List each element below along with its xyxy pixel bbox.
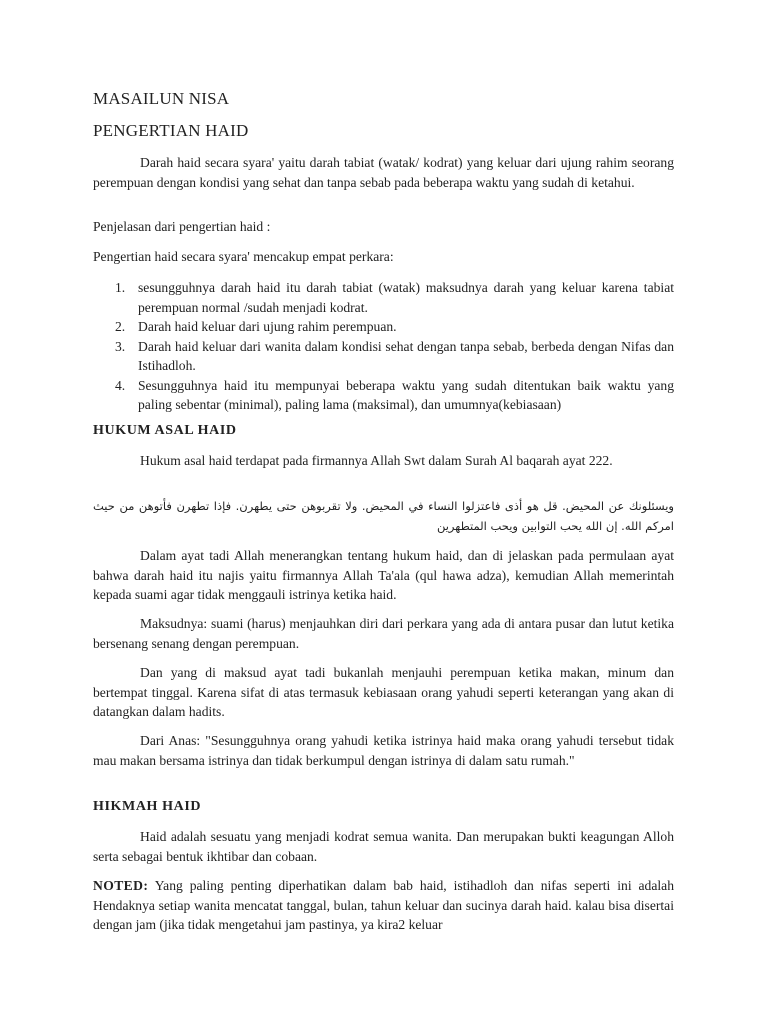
list-item <box>93 337 674 376</box>
list-item <box>93 376 674 415</box>
list-item-text: Sesungguhnya haid itu mempunyai beberapa waktu yang sudah ditentukan baik waktu yang paling sebentar (minimal), paling lama (maksimal), dan umumnya(kebiasaan) <box>138 377 674 412</box>
list-item-text: Darah haid keluar dari ujung rahim perempuan. <box>138 319 397 334</box>
paragraph-ayat-explanation: Dalam ayat tadi Allah menerangkan tentang hukum haid, dan di jelaskan pada permulaan ayat bahwa darah haid itu najis yaitu firmannya Allah Ta'ala (qul hawa adza), kemudian Allah memerintah kepada suami agar tidak menggauli istrinya ketika haid. <box>93 548 674 602</box>
paragraph-hikmah: Haid adalah sesuatu yang menjadi kodrat semua wanita. Dan merupakan bukti keagungan Alloh serta sebagai bentuk ikhtibar dan cobaan. <box>93 829 674 864</box>
paragraph-maksudnya: Maksudnya: suami (harus) menjauhkan diri dari perkara yang ada di antara pusar dan lutut ketika bersenang senang dengan perempuan. <box>93 616 674 651</box>
paragraph-explanation-intro: Penjelasan dari pengertian haid : <box>93 219 271 234</box>
noted-label: NOTED: <box>93 878 149 893</box>
numbered-list <box>93 278 674 415</box>
arabic-verse: ويسئلونك عن المحيض. قل هو أذى فاعتزلوا النساء في المحيض. ولا تقربوهن حتى يطهرن. فإذا تطهرن فأتوهن من حيث امركم الله. إن الله يحب التوابين ويحب المتطهرين <box>93 499 674 533</box>
paragraph-hukum: Hukum asal haid terdapat pada firmannya Allah Swt dalam Surah Al baqarah ayat 222. <box>140 453 613 468</box>
paragraph-definition: Darah haid secara syara' yaitu darah tabiat (watak/ kodrat) yang keluar dari ujung rahim seorang perempuan dengan kondisi yang sehat dan tanpa sebab pada beberapa waktu yang sudah di ketahui. <box>93 155 674 190</box>
section-title-hukum: HUKUM ASAL HAID <box>93 423 237 438</box>
paragraph-hadits-anas: Dari Anas: "Sesungguhnya orang yahudi ketika istrinya haid maka orang yahudi tersebut tidak mau makan bersama istrinya dan tidak berkumpul dengan istrinya di dalam satu rumah." <box>93 733 674 768</box>
paragraph-four-matters: Pengertian haid secara syara' mencakup empat perkara: <box>93 249 394 264</box>
paragraph-makan-minum: Dan yang di maksud ayat tadi bukanlah menjauhi perempuan ketika makan, minum dan bertempat tinggal. Karena sifat di atas termasuk kebiasaan orang yahudi seperti keterangan yang akan di datangkan dalam hadits. <box>93 665 674 719</box>
noted-text: Yang paling penting diperhatikan dalam bab haid, istihadloh dan nifas seperti ini adalah Hendaknya setiap wanita mencatat tanggal, bulan, tahun keluar dan sucinya darah haid. kalau bisa disertai dengan jam (jika tidak mengetahui jam pastinya, ya kira2 keluar <box>93 878 674 932</box>
list-item-number: 1. <box>115 280 126 295</box>
list-item <box>93 317 674 337</box>
list-item-number: 4. <box>115 377 126 393</box>
paragraph-noted <box>93 876 674 935</box>
list-item-text: Darah haid keluar dari wanita dalam kondisi sehat dengan tanpa sebab, berbeda dengan Nifas dan Istihadloh. <box>138 338 674 373</box>
list-item-number: 2. <box>115 319 126 334</box>
list-item <box>93 278 674 317</box>
section-title-pengertian: PENGERTIAN HAID <box>93 121 249 140</box>
list-item-number: 3. <box>115 338 126 354</box>
document-title: MASAILUN NISA <box>93 89 230 108</box>
section-title-hikmah: HIKMAH HAID <box>93 799 202 814</box>
list-item-text: sesungguhnya darah haid itu darah tabiat (watak) maksudnya darah yang keluar karena tabiat perempuan normal /sudah menjadi kodrat. <box>138 280 674 315</box>
